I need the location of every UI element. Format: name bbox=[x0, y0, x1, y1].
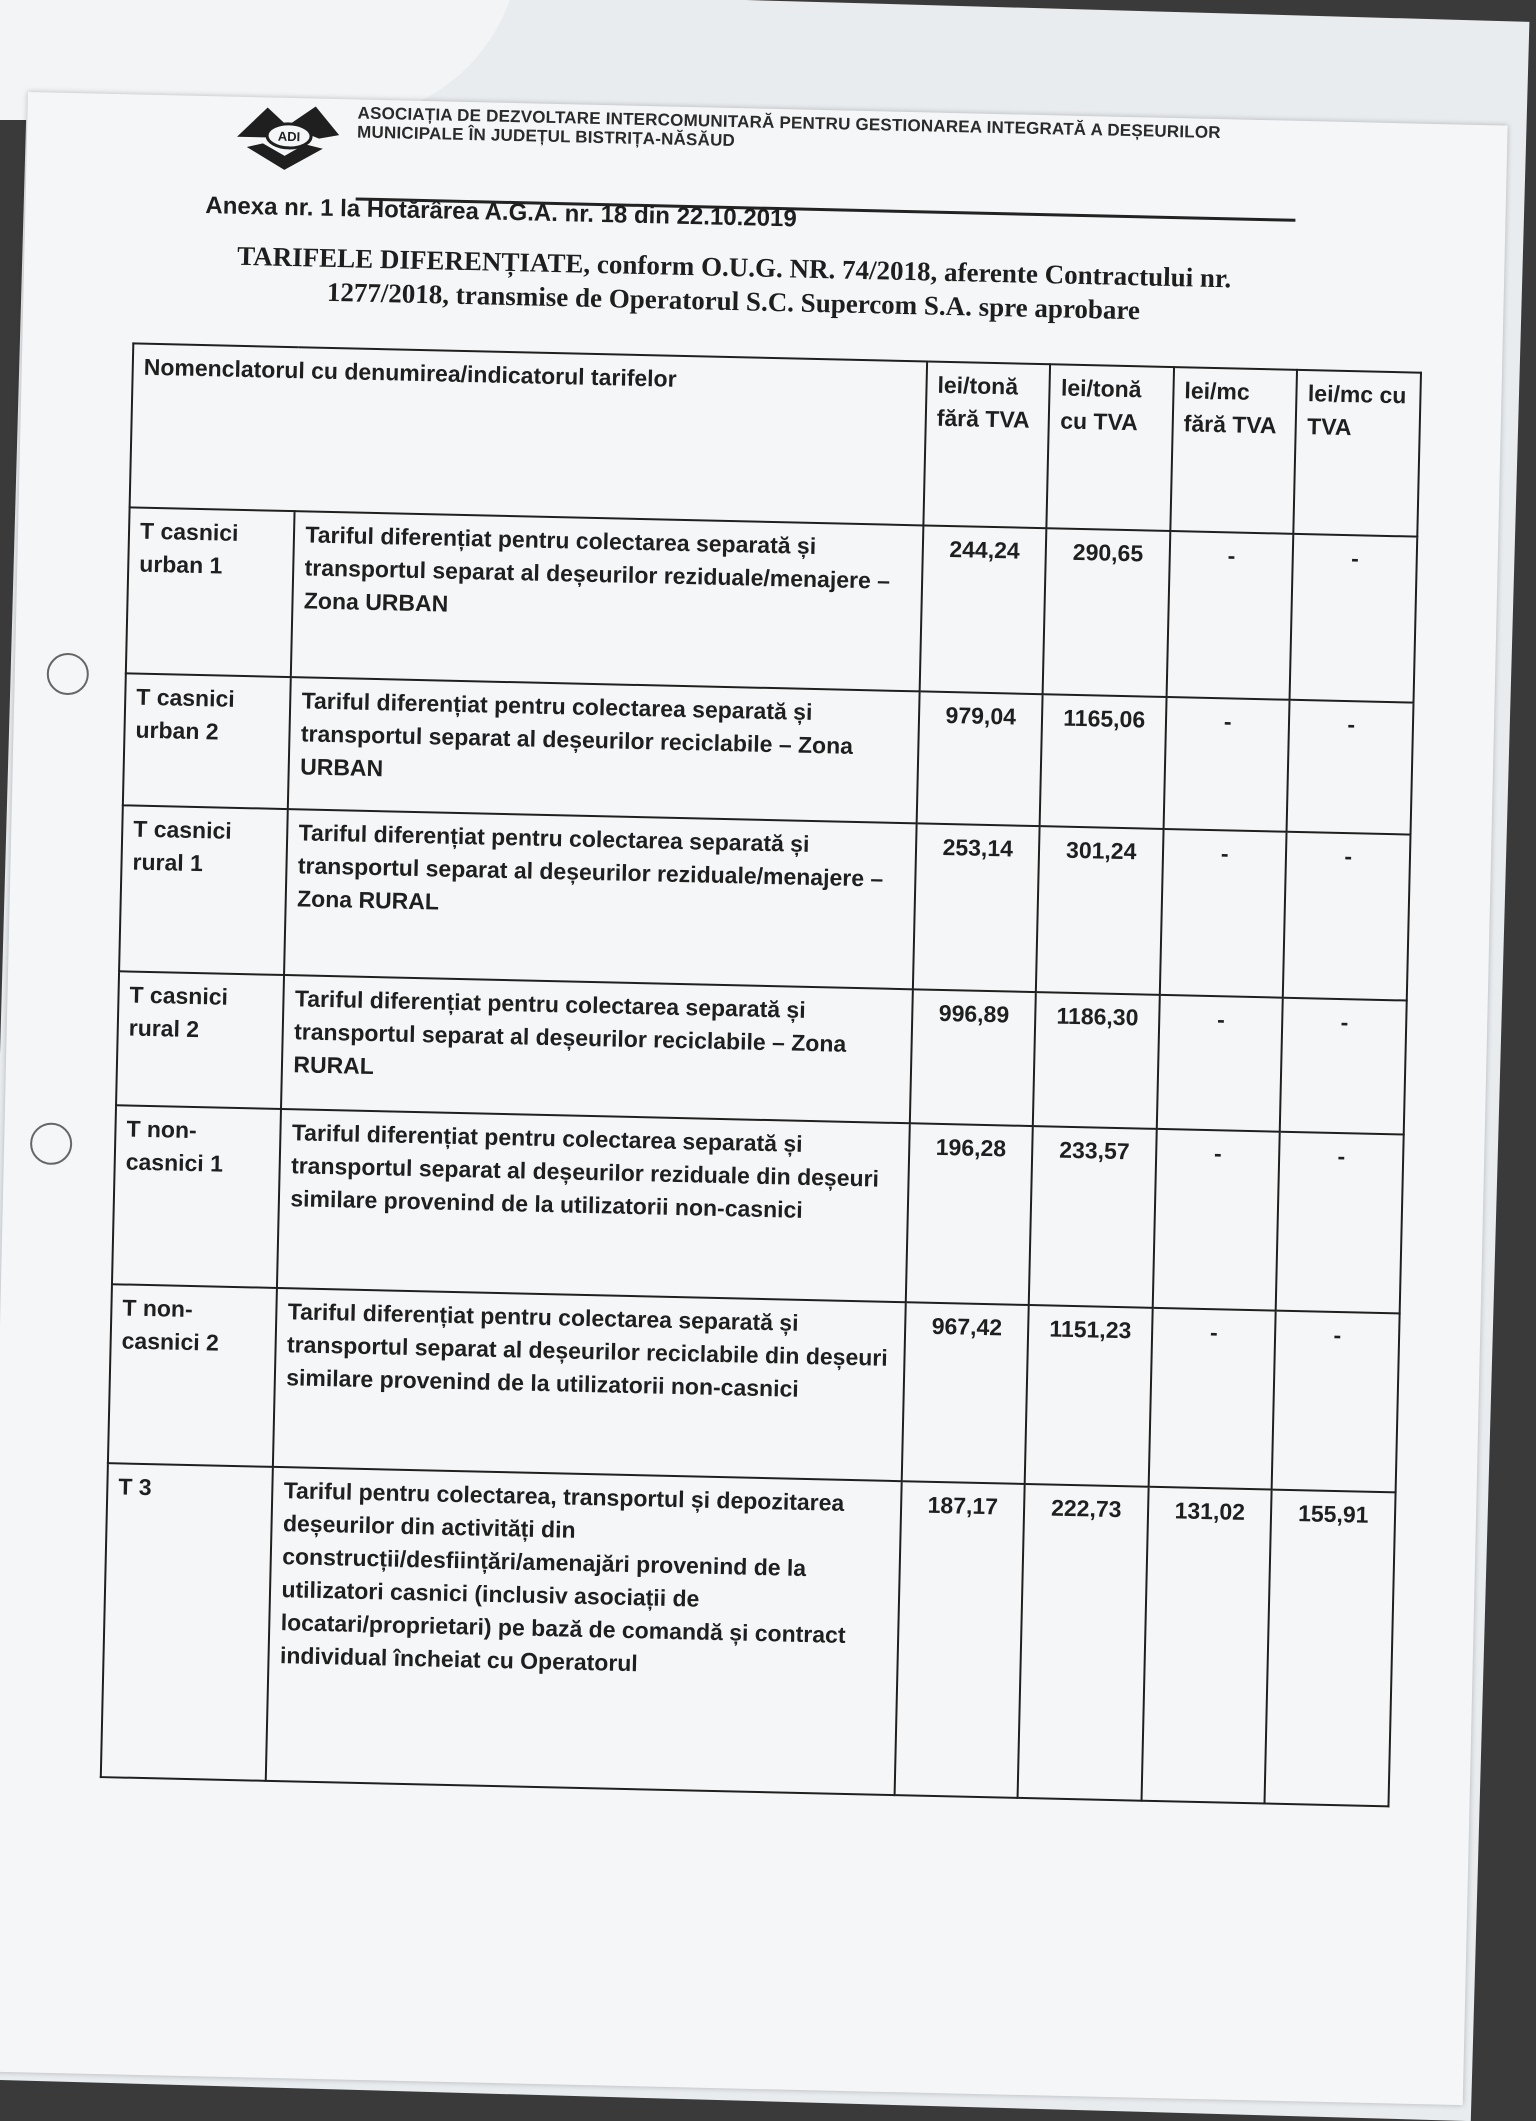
value-lei-tona-cu-tva: 233,57 bbox=[1029, 1126, 1157, 1308]
tariff-code: T non-casnici 2 bbox=[108, 1284, 277, 1467]
tariff-code: T casnici rural 1 bbox=[119, 805, 288, 975]
table-row bbox=[126, 507, 1417, 702]
value-lei-mc-fara-tva: - bbox=[1153, 1129, 1281, 1311]
header-unit-4: lei/mc cu TVA bbox=[1294, 370, 1421, 537]
table-header-row bbox=[130, 343, 1421, 536]
tariff-description: Tariful diferențiat pentru colectarea separată și transportul separat al deșeurilor reciclabile – Zona URBAN bbox=[288, 677, 919, 823]
document-title: TARIFELE DIFERENȚIATE, conform O.U.G. NR. 74/2018, aferente Contractului nr. 1277/2018, transmise de Operatorul S.C. Supercom S.A. spre aprobare bbox=[236, 240, 1232, 326]
value-lei-tona-fara-tva: 967,42 bbox=[902, 1302, 1030, 1484]
header-unit-2: lei/tonă cu TVA bbox=[1047, 364, 1174, 531]
value-lei-mc-fara-tva: - bbox=[1167, 531, 1294, 700]
value-lei-mc-cu-tva: - bbox=[1272, 1311, 1400, 1493]
value-lei-mc-cu-tva: - bbox=[1287, 700, 1414, 835]
tariff-table bbox=[100, 342, 1422, 1807]
value-lei-tona-fara-tva: 187,17 bbox=[895, 1481, 1026, 1798]
value-lei-mc-fara-tva: 131,02 bbox=[1141, 1487, 1272, 1804]
table-row bbox=[101, 1463, 1396, 1806]
tariff-description: Tariful diferențiat pentru colectarea separată și transportul separat al deșeurilor reciclabile – Zona RURAL bbox=[281, 975, 912, 1123]
value-lei-tona-cu-tva: 222,73 bbox=[1018, 1484, 1149, 1801]
table-row bbox=[119, 805, 1410, 1000]
value-lei-mc-fara-tva: - bbox=[1149, 1308, 1277, 1490]
logo-text: ADI bbox=[277, 128, 301, 145]
punch-hole bbox=[46, 653, 89, 696]
association-logo bbox=[226, 97, 348, 178]
annex-reference: Anexa nr. 1 la Hotărârea A.G.A. nr. 18 din 22.10.2019 bbox=[205, 192, 798, 233]
value-lei-mc-fara-tva: - bbox=[1164, 697, 1290, 832]
tariff-code: T non-casnici 1 bbox=[112, 1105, 281, 1288]
value-lei-tona-cu-tva: 1186,30 bbox=[1033, 992, 1160, 1129]
tariff-description: Tariful diferențiat pentru colectarea separată și transportul separat al deșeurilor reziduale din deșeuri similare provenind de la utilizatorii non-casnici bbox=[277, 1109, 909, 1302]
tariff-description: Tariful diferențiat pentru colectarea separată și transportul separat al deșeurilor reziduale/menajere – Zona URBAN bbox=[291, 511, 923, 691]
value-lei-mc-cu-tva: 155,91 bbox=[1265, 1490, 1396, 1807]
table-row bbox=[112, 1105, 1404, 1313]
value-lei-mc-cu-tva: - bbox=[1280, 998, 1407, 1135]
value-lei-tona-cu-tva: 290,65 bbox=[1043, 528, 1170, 697]
value-lei-mc-cu-tva: - bbox=[1290, 534, 1417, 703]
value-lei-tona-cu-tva: 301,24 bbox=[1036, 826, 1163, 995]
tariff-description: Tariful pentru colectarea, transportul și depozitarea deșeurilor din activități din construcții/desființări/amenajări provenind de la utilizatori casnici (inclusiv asociații de locatari/proprietari) pe bază de comandă și contract individual încheiat cu Operatorul bbox=[266, 1467, 902, 1795]
tariff-description: Tariful diferențiat pentru colectarea separată și transportul separat al deșeurilor reciclabile din deșeuri similare provenind de la utilizatorii non-casnici bbox=[273, 1288, 905, 1481]
header-nomenclator: Nomenclatorul cu denumirea/indicatorul tarifelor bbox=[130, 343, 927, 525]
value-lei-tona-fara-tva: 979,04 bbox=[917, 691, 1043, 826]
punch-hole bbox=[30, 1122, 73, 1165]
value-lei-tona-fara-tva: 996,89 bbox=[910, 989, 1037, 1126]
association-name: ASOCIAȚIA DE DEZVOLTARE INTERCOMUNITARĂ PENTRU GESTIONAREA INTEGRATĂ A DEȘEURILOR MUNICIPALE ÎN JUDEȚUL BISTRIȚA-NĂSĂUD bbox=[356, 103, 1221, 151]
tariff-code: T 3 bbox=[101, 1463, 273, 1781]
document-page bbox=[0, 92, 1508, 2105]
value-lei-mc-fara-tva: - bbox=[1160, 829, 1287, 998]
table-row bbox=[108, 1284, 1400, 1492]
tariff-code: T casnici urban 2 bbox=[123, 673, 291, 809]
tariff-code: T casnici urban 1 bbox=[126, 507, 295, 677]
value-lei-tona-fara-tva: 244,24 bbox=[920, 525, 1047, 694]
value-lei-tona-fara-tva: 253,14 bbox=[913, 823, 1040, 992]
tariff-code: T casnici rural 2 bbox=[116, 971, 284, 1109]
value-lei-mc-fara-tva: - bbox=[1157, 995, 1284, 1132]
header-unit-3: lei/mc fără TVA bbox=[1170, 367, 1297, 534]
header-unit-1: lei/tonă fără TVA bbox=[923, 361, 1050, 528]
value-lei-mc-cu-tva: - bbox=[1276, 1132, 1404, 1314]
value-lei-tona-fara-tva: 196,28 bbox=[906, 1123, 1034, 1305]
tariff-description: Tariful diferențiat pentru colectarea separată și transportul separat al deșeurilor reziduale/menajere – Zona RURAL bbox=[284, 809, 916, 989]
value-lei-tona-cu-tva: 1151,23 bbox=[1025, 1305, 1153, 1487]
value-lei-tona-cu-tva: 1165,06 bbox=[1040, 694, 1166, 829]
value-lei-mc-cu-tva: - bbox=[1283, 832, 1410, 1001]
